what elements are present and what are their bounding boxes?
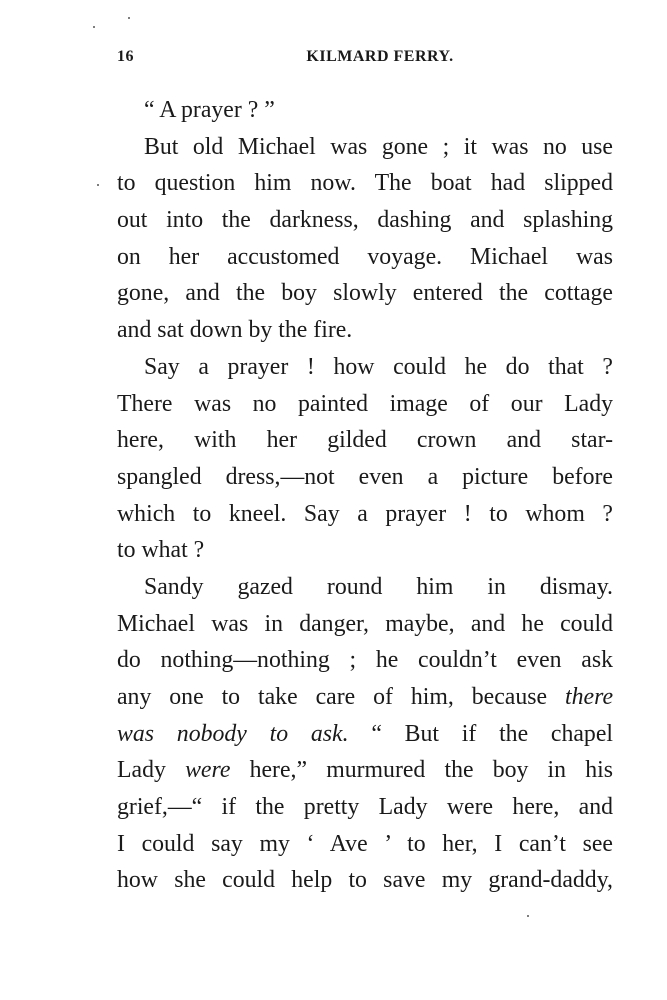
text-line: to what ? <box>117 537 205 564</box>
paper-speck <box>97 184 99 186</box>
text-line <box>117 679 613 716</box>
text-line: grief,—“ if the pretty Lady were here, and <box>117 794 613 821</box>
page-number: 16 <box>117 48 134 65</box>
text-line: Michael was in danger, maybe, and he could <box>117 610 613 637</box>
text-line: out into the darkness, dashing and splashing <box>117 207 613 234</box>
text-segment: here,” murmured the boy in his <box>249 757 613 784</box>
paper-speck <box>128 17 130 19</box>
text-line: I could say my ‘ Ave ’ to her, I can’t see <box>117 830 613 857</box>
text-segment: “ But if the chapel <box>371 720 613 747</box>
text-line: which to kneel. Say a prayer ! to whom ? <box>117 500 613 527</box>
text-segment: Lady <box>117 757 166 784</box>
paper-speck <box>93 26 95 28</box>
italic-text: there <box>565 684 614 710</box>
body-text <box>117 92 613 899</box>
text-line: gone, and the boy slowly entered the cottage <box>117 280 613 307</box>
text-segment: any one to take care of him, because <box>117 684 548 710</box>
paper-speck <box>527 915 529 917</box>
text-line: spangled dress,—not even a picture before <box>117 463 613 490</box>
text-line: here, with her gilded crown and star- <box>117 427 613 454</box>
text-line: and sat down by the fire. <box>117 317 353 344</box>
italic-text: were <box>185 757 231 784</box>
text-line: on her accustomed voyage. Michael was <box>117 243 613 270</box>
text-line: to question him now. The boat had slipped <box>117 170 613 197</box>
text-line: Sandy gazed round him in dismay. <box>144 573 613 600</box>
italic-text: was nobody to ask. <box>117 720 349 747</box>
text-line: But old Michael was gone ; it was no use <box>144 133 613 160</box>
page-header <box>117 48 613 70</box>
text-line: “ A prayer ? ” <box>144 97 275 123</box>
text-line: how she could help to save my grand-daddy, <box>117 867 613 894</box>
running-title: KILMARD FERRY. <box>306 48 454 65</box>
text-line <box>117 752 613 789</box>
text-line <box>117 716 613 753</box>
text-line: do nothing—nothing ; he couldn’t even ask <box>117 647 613 674</box>
text-line: Say a prayer ! how could he do that ? <box>144 353 613 380</box>
text-line: There was no painted image of our Lady <box>117 390 613 417</box>
